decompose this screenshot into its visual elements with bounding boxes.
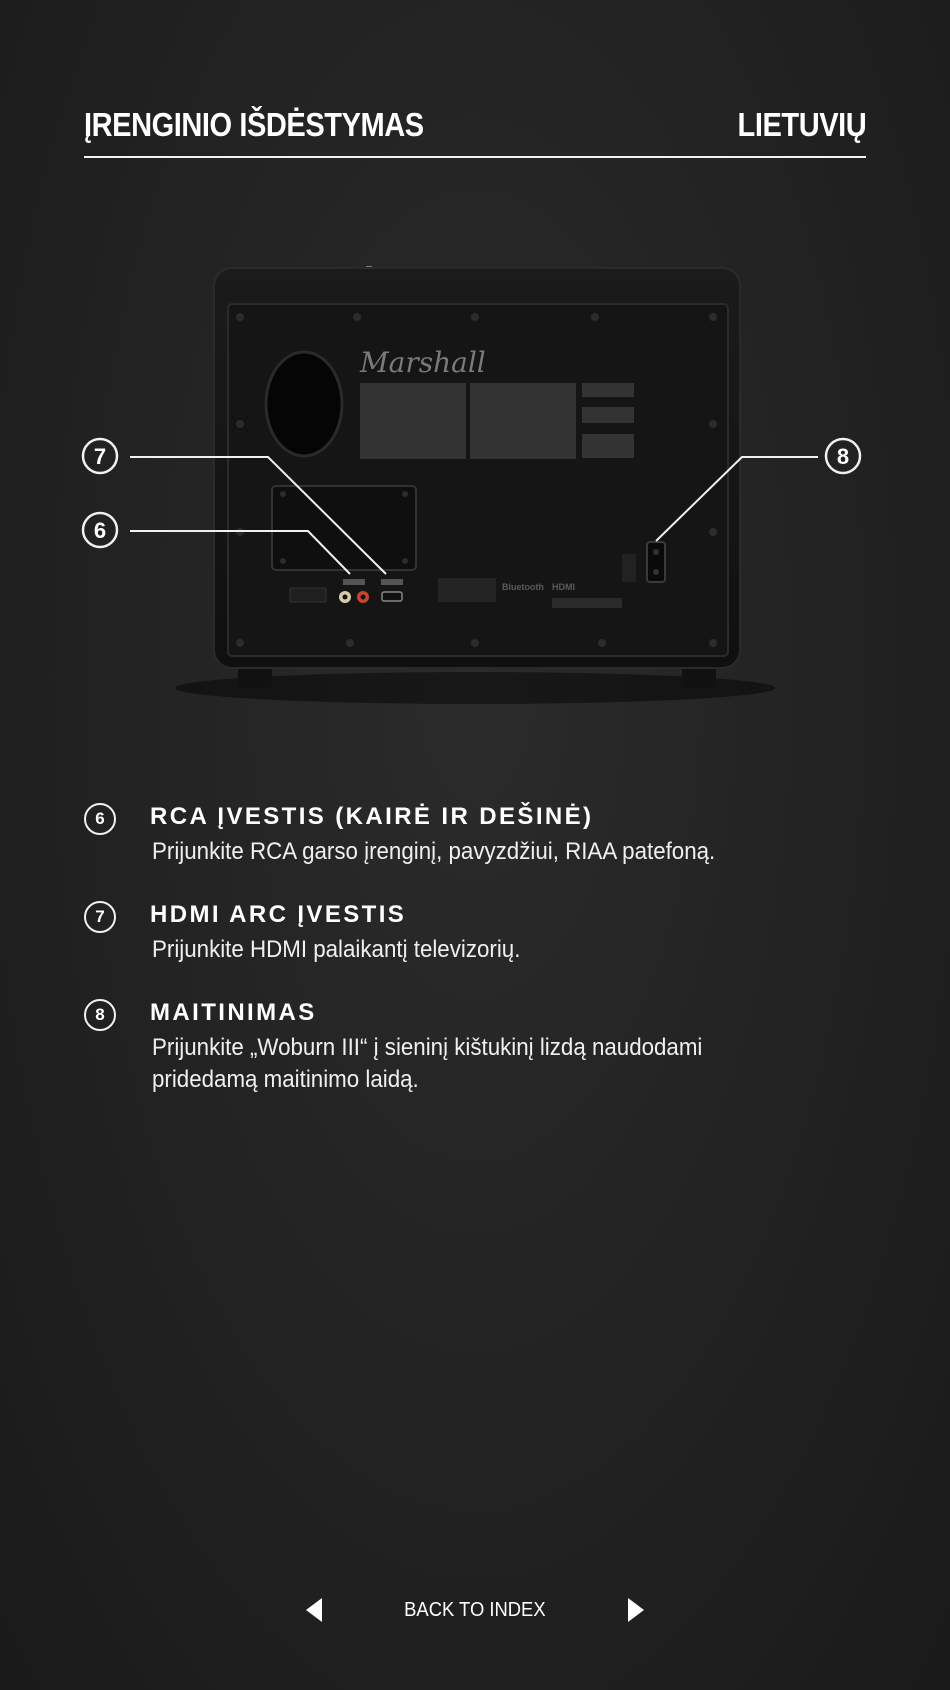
item-title: HDMI ARC ĮVESTIS <box>150 901 407 928</box>
page-header <box>84 106 866 158</box>
brand-logo: Marshall <box>360 346 486 379</box>
item-number-badge: 7 <box>84 901 116 933</box>
item-number-badge: 8 <box>84 999 116 1031</box>
bluetooth-logo: Bluetooth <box>502 582 544 592</box>
next-page-button[interactable] <box>616 1590 656 1630</box>
legend-item-rca <box>84 800 866 868</box>
footer-nav <box>0 1590 950 1630</box>
callout-7 <box>83 439 117 473</box>
legend-item-power <box>84 996 866 1096</box>
back-to-index-link[interactable]: BACK TO INDEX <box>404 1598 546 1621</box>
callout-8 <box>826 439 860 473</box>
triangle-left-icon <box>304 1597 324 1623</box>
bass-port <box>266 352 342 456</box>
item-number-badge: 6 <box>84 803 116 835</box>
power-socket <box>647 542 665 582</box>
item-title: RCA ĮVESTIS (KAIRĖ IR DEŠINĖ) <box>150 803 594 830</box>
item-description: Prijunkite RCA garso įrenginį, pavyzdžiui, RIAA patefoną. <box>152 838 716 865</box>
hdmi-logo: HDMI <box>552 582 575 592</box>
svg-text:7: 7 <box>93 444 107 469</box>
triangle-right-icon <box>626 1597 646 1623</box>
page-title: ĮRENGINIO IŠDĖSTYMAS <box>84 106 424 143</box>
legend-list <box>84 800 866 1126</box>
connector-plate <box>272 486 416 570</box>
item-title: MAITINIMAS <box>150 999 317 1026</box>
legend-item-hdmi <box>84 898 866 966</box>
speaker-rear-figure <box>0 240 950 710</box>
callout-6 <box>83 513 117 547</box>
svg-text:8: 8 <box>836 444 850 469</box>
hdmi-port <box>382 592 402 601</box>
item-description: Prijunkite HDMI palaikantį televizorių. <box>152 936 521 963</box>
item-description: Prijunkite „Woburn III“ į sieninį kištukinį lizdą naudodami pridedamą maitinimo laidą. <box>152 1034 703 1093</box>
svg-text:6: 6 <box>93 518 107 543</box>
language-label: LIETUVIŲ <box>737 106 866 143</box>
previous-page-button[interactable] <box>294 1590 334 1630</box>
